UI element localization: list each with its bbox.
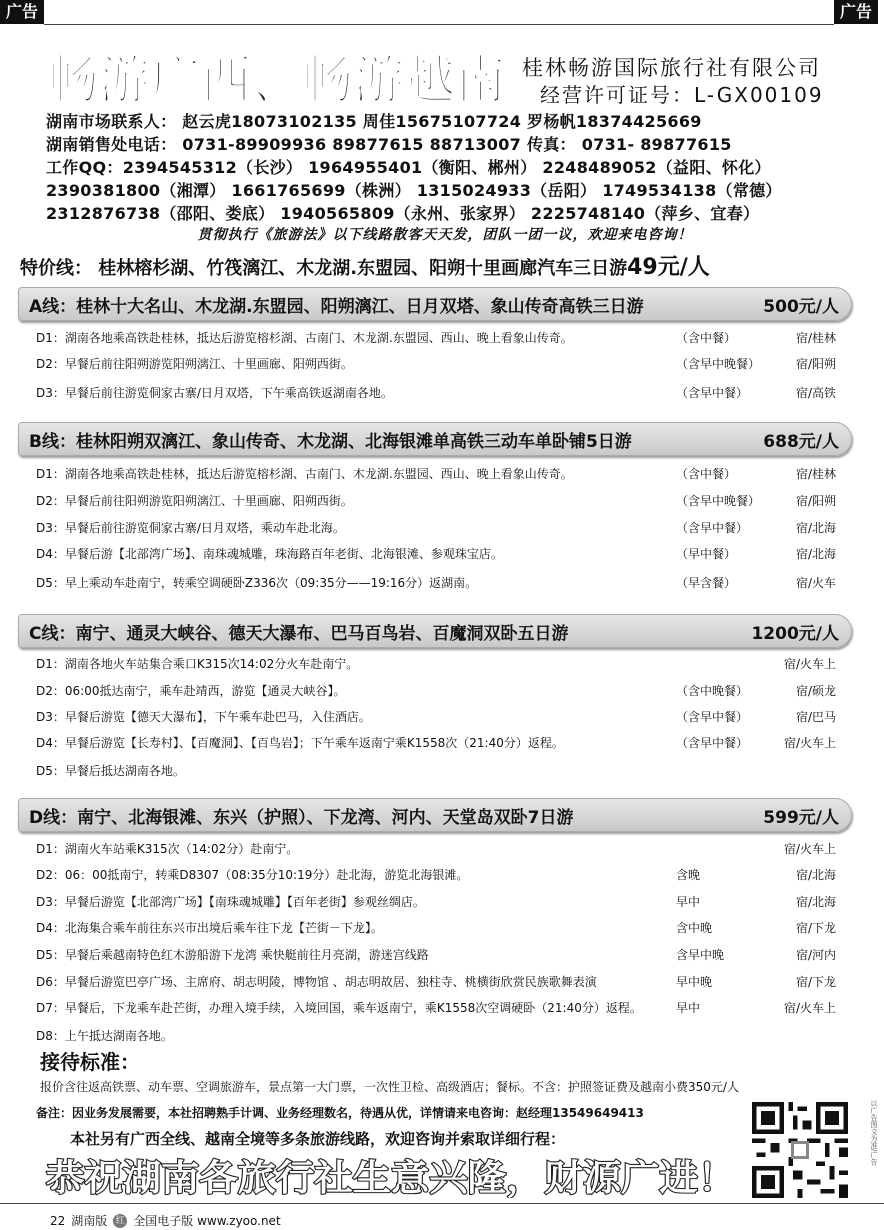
route-day <box>36 465 836 482</box>
bottom-divider <box>0 1203 884 1204</box>
route-day <box>36 682 836 699</box>
route-day <box>36 919 836 936</box>
day-stay: 宿/火车上 <box>783 1001 836 1015</box>
day-stay: 宿/下龙 <box>795 975 836 989</box>
qr-code <box>752 1102 848 1198</box>
day-desc: D5：早上乘动车赴南宁，转乘空调硬卧Z336次（09:35分——19:16分）返湖南。 <box>36 576 478 590</box>
day-desc: D3：早餐后前往游览侗家古寨/日月双塔，下午乘高铁返湖南各地。 <box>36 386 393 400</box>
day-stay: 宿/硕龙 <box>795 684 836 698</box>
day-desc: D1：湖南各地火车站集合乘口K315次14:02分火车赴南宁。 <box>36 657 359 671</box>
edition-badge-icon: 红 <box>113 1214 127 1228</box>
brand-title: 畅游广西、畅游越南 <box>48 51 506 111</box>
contact-line: 2390381800（湘潭） 1661765699（株洲） 1315024933（岳阳） 1749534138（常德） <box>46 181 782 200</box>
day-meal: 含晚 <box>676 868 701 882</box>
day-meal: （含中餐） <box>676 331 737 345</box>
slogan: 贯彻执行《旅游法》以下线路散客天天发，团队一团一议，欢迎来电咨询！ <box>197 227 693 243</box>
day-meal: 早中 <box>676 895 701 909</box>
ad-label-left: 广告 <box>0 0 44 24</box>
special-offer-text: 特价线： 桂林榕杉湖、竹筏漓江、木龙湖.东盟园、阳朔十里画廊汽车三日游 <box>20 258 628 279</box>
day-desc: D5：早餐后抵达湖南各地。 <box>36 764 185 778</box>
day-stay: 宿/河内 <box>795 948 836 962</box>
day-stay: 宿/高铁 <box>795 386 836 400</box>
edition-label: 湖南版 <box>71 1214 108 1228</box>
day-stay: 宿/火车上 <box>783 657 836 671</box>
day-stay: 宿/火车上 <box>783 842 836 856</box>
route-d-header <box>18 798 852 832</box>
standards-text: 报价含往返高铁票、动车票、空调旅游车，景点第一大门票，一次性卫检、高级酒店；餐标。不含：护照签证费及越南小费350元/人 <box>40 1080 739 1094</box>
day-meal: （含中晚餐） <box>676 684 749 698</box>
route-day <box>36 999 836 1016</box>
day-desc: D3：早餐后前往游览侗家古寨/日月双塔，乘动车赴北海。 <box>36 521 345 535</box>
day-stay: 宿/北海 <box>795 521 836 535</box>
route-b-header <box>18 422 852 456</box>
contact-line: 2312876738（邵阳、娄底） 1940565809（永州、张家界） 2225748140（萍乡、宜春） <box>46 204 760 223</box>
route-day <box>36 973 836 990</box>
day-stay: 宿/北海 <box>795 547 836 561</box>
page-number: 22 <box>50 1213 66 1228</box>
route-day <box>36 840 836 857</box>
route-day <box>36 708 836 725</box>
day-stay: 宿/桂林 <box>795 331 836 345</box>
contact-line: 湖南销售处电话： 0731-89909936 89877615 88713007 传真： 0731- 89877615 <box>46 135 732 154</box>
day-stay: 宿/阳朔 <box>795 357 836 371</box>
route-day <box>36 893 836 910</box>
route-day <box>36 655 836 672</box>
day-desc: D2：早餐后前往阳朔游览阳朔漓江、十里画廊、阳朔西街。 <box>36 494 353 508</box>
route-price: 500元/人 <box>763 296 839 317</box>
day-desc: D2：06:00抵达南宁，乘车赴靖西，游览【通灵大峡谷】。 <box>36 684 346 698</box>
route-day <box>36 946 836 963</box>
route-day <box>36 329 836 346</box>
contact-line: 工作QQ：2394545312（长沙） 1964955401（衡阳、郴州） 2248489052（益阳、怀化） <box>46 158 771 177</box>
day-desc: D5：早餐后乘越南特色红木游船游下龙湾 乘快艇前往月亮湖，游迷宫线路 <box>36 948 429 962</box>
route-day <box>36 1027 836 1044</box>
route-day <box>36 519 836 536</box>
day-stay: 宿/火车 <box>795 576 836 590</box>
page-footer <box>50 1212 281 1229</box>
special-offer-price: 49元/人 <box>627 255 710 280</box>
day-meal: 早中晚 <box>676 975 713 989</box>
site-link[interactable]: 全国电子版 www.zyoo.net <box>133 1214 281 1228</box>
route-day <box>36 545 836 562</box>
route-a-header <box>18 287 852 321</box>
license-number: 经营许可证号：L-GX00109 <box>540 83 824 107</box>
route-day <box>36 384 836 401</box>
congrats-banner <box>42 1152 742 1198</box>
route-price: 599元/人 <box>763 807 839 828</box>
company-name: 桂林畅游国际旅行社有限公司 <box>522 56 821 80</box>
route-day <box>36 866 836 883</box>
recruitment-note: 备注：因业务发展需要，本社招聘熟手计调、业务经理数名，待遇从优，详情请来电咨询：赵经理13549649413 <box>36 1106 644 1120</box>
day-desc: D7：早餐后，下龙乘车赴芒街，办理入境手续，入境回国，乘车返南宁，乘K1558次空调硬卧（21:40分）返程。 <box>36 1001 642 1015</box>
day-meal: （含早中晚餐） <box>676 494 761 508</box>
side-disclaimer: 以广告图文为准/广告 <box>870 1100 878 1166</box>
special-offer <box>20 250 862 281</box>
route-day <box>36 492 836 509</box>
day-stay: 宿/巴马 <box>795 710 836 724</box>
top-divider <box>44 24 834 25</box>
day-desc: D1：湖南各地乘高铁赴桂林，抵达后游览榕杉湖、古南门、木龙湖.东盟园、西山、晚上看象山传奇。 <box>36 467 573 481</box>
day-desc: D2：早餐后前往阳朔游览阳朔漓江、十里画廊、阳朔西街。 <box>36 357 353 371</box>
day-stay: 宿/北海 <box>795 868 836 882</box>
day-desc: D8：上午抵达湖南各地。 <box>36 1029 173 1043</box>
day-stay: 宿/阳朔 <box>795 494 836 508</box>
day-meal: （早中餐） <box>676 547 737 561</box>
day-desc: D2：06：00抵南宁，转乘D8307（08:35分10:19分）赴北海，游览北海银滩。 <box>36 868 469 882</box>
standards-title: 接待标准： <box>40 1050 140 1074</box>
day-desc: D4：早餐后游览【长寿村】、【百魔洞】、【百鸟岩】；下午乘车返南宁乘K1558次（21:40分）返程。 <box>36 736 564 750</box>
route-price: 1200元/人 <box>751 623 839 644</box>
route-c-header <box>18 614 852 648</box>
contact-line: 湖南市场联系人： 赵云虎18073102135 周佳15675107724 罗杨帆18374425669 <box>46 112 702 131</box>
route-day <box>36 734 836 751</box>
route-day <box>36 355 836 372</box>
day-meal: （早含餐） <box>676 576 737 590</box>
day-desc: D4：北海集合乘车前往东兴市出境后乘车往下龙【芒街－下龙】。 <box>36 921 383 935</box>
day-desc: D3：早餐后游览【北部湾广场】【南珠魂城雕】【百年老街】参观丝绸店。 <box>36 895 425 909</box>
day-meal: 早中 <box>676 1001 701 1015</box>
day-desc: D1：湖南各地乘高铁赴桂林，抵达后游览榕杉湖、古南门、木龙湖.东盟园、西山、晚上看象山传奇。 <box>36 331 573 345</box>
ad-label-right: 广告 <box>834 0 878 24</box>
day-meal: （含早中餐） <box>676 736 749 750</box>
day-meal: 含中晚 <box>676 921 713 935</box>
route-title: B线：桂林阳朔双漓江、象山传奇、木龙湖、北海银滩单高铁三动车单卧铺5日游 <box>29 431 632 452</box>
day-meal: （含中餐） <box>676 467 737 481</box>
day-meal: （含早中晚餐） <box>676 357 761 371</box>
congrats-text: 恭祝湖南各旅行社生意兴隆，财源广进！ <box>46 1158 736 1198</box>
day-meal: （含早中餐） <box>676 521 749 535</box>
more-routes-text: 本社另有广西全线、越南全境等多条旅游线路，欢迎咨询并索取详细行程： <box>70 1130 566 1148</box>
day-desc: D1：湖南火车站乘K315次（14:02分）赴南宁。 <box>36 842 299 856</box>
route-title: C线：南宁、通灵大峡谷、德天大瀑布、巴马百鸟岩、百魔洞双卧五日游 <box>29 623 569 644</box>
day-stay: 宿/桂林 <box>795 467 836 481</box>
route-price: 688元/人 <box>763 431 839 452</box>
day-desc: D4：早餐后游【北部湾广场】、南珠魂城雕，珠海路百年老街、北海银滩、参观珠宝店。 <box>36 547 503 561</box>
day-desc: D6：早餐后游览巴亭广场、主席府、胡志明陵，博物馆 、胡志明故居、独柱寺、桃横街欣赏民族歌舞表演 <box>36 975 597 989</box>
day-meal: 含早中晚 <box>676 948 725 962</box>
day-stay: 宿/火车上 <box>783 736 836 750</box>
day-meal: （含早中餐） <box>676 710 749 724</box>
route-day <box>36 762 836 779</box>
day-stay: 宿/北海 <box>795 895 836 909</box>
day-desc: D3：早餐后游览【德天大瀑布】，下午乘车赴巴马，入住酒店。 <box>36 710 371 724</box>
day-meal: （含早中餐） <box>676 386 749 400</box>
brand-logo-text <box>44 40 510 112</box>
day-stay: 宿/下龙 <box>795 921 836 935</box>
route-day <box>36 574 836 591</box>
route-title: A线：桂林十大名山、木龙湖.东盟园、阳朔漓江、日月双塔、象山传奇高铁三日游 <box>29 296 644 317</box>
route-title: D线：南宁、北海银滩、东兴（护照）、下龙湾、河内、天堂岛双卧7日游 <box>29 807 574 828</box>
